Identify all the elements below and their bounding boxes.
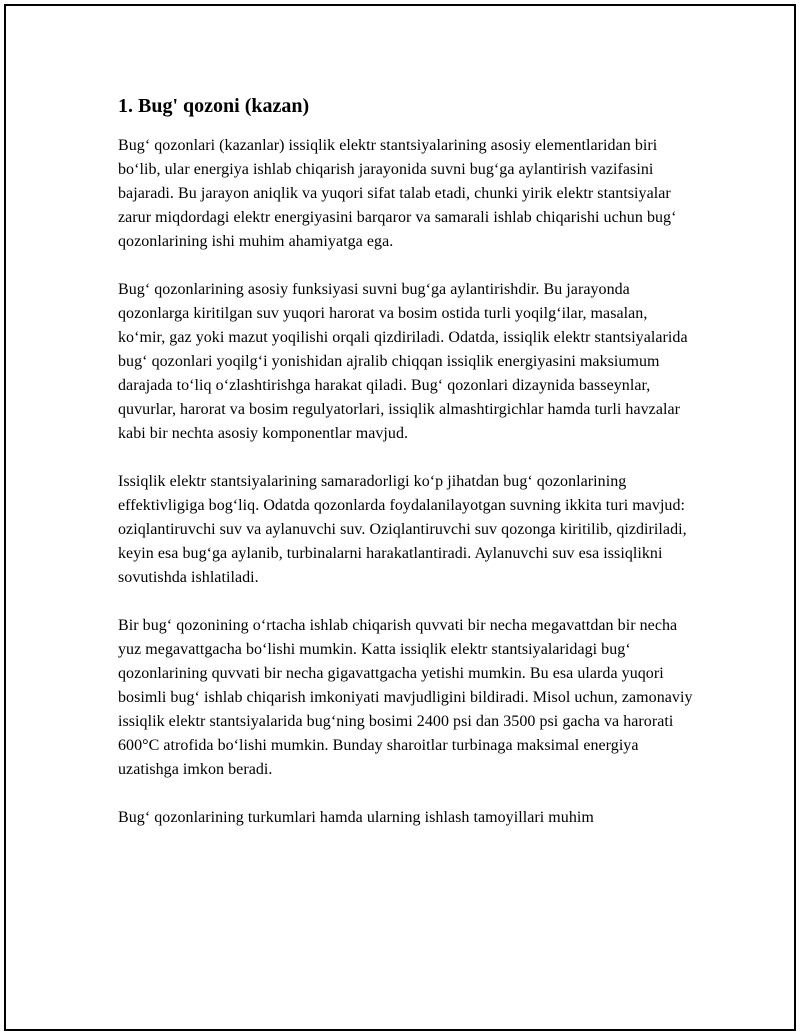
paragraph-1: Bug‘ qozonlari (kazanlar) issiqlik elektr stantsiyalarining asosiy elementlaridan biri bo‘lib, ular energiya ishlab chiqarish jarayonida suvni bug‘ga aylantirish vazifasini bajaradi. Bu jarayon aniqlik va yuqori sifat talab etadi, chunki yirik elektr stantsiyalar zarur miqdordagi elektr energiyasini barqaror va samarali ishlab chiqarishi uchun bug‘ qozonlarining ishi muhim ahamiyatga ega. [118,137,677,250]
section-heading: 1. Bug' qozoni (kazan) [118,95,310,117]
document-body [118,92,698,854]
paragraph-2: Bug‘ qozonlarining asosiy funksiyasi suvni bug‘ga aylantirishdir. Bu jarayonda qozonlarga kiritilgan suv yuqori harorat va bosim ostida turli yoqilg‘ilar, masalan, ko‘mir, gaz yoki mazut yoqilishi orqali qizdiriladi. Odatda, issiqlik elektr stantsiyalarida bug‘ qozonlari yoqilg‘i yonishidan ajralib chiqqan issiqlik energiyasini maksiumum darajada to‘liq o‘zlashtirishga harakat qiladi. Bug‘ qozonlari dizaynida basseynlar, quvurlar, harorat va bosim regulyatorlari, issiqlik almashtirgichlar hamda turli havzalar kabi bir nechta asosiy komponentlar mavjud. [118,281,688,442]
paragraph-5: Bug‘ qozonlarining turkumlari hamda ularning ishlash tamoyillari muhim [118,809,594,826]
paragraph-4: Bir bug‘ qozonining o‘rtacha ishlab chiqarish quvvati bir necha megavattdan bir necha yuz megavattgacha bo‘lishi mumkin. Katta issiqlik elektr stantsiyalaridagi bug‘ qozonlarining quvvati bir necha gigavattgacha yetishi mumkin. Bu esa ularda yuqori bosimli bug‘ ishlab chiqarish imkoniyati mavjudligini bildiradi. Misol uchun, zamonaviy issiqlik elektr stantsiyalarida bug‘ning bosimi 2400 psi dan 3500 psi gacha va harorati 600°C atrofida bo‘lishi mumkin. Bunday sharoitlar turbinaga maksimal energiya uzatishga imkon beradi. [118,617,693,778]
paragraph-3: Issiqlik elektr stantsiyalarining samaradorligi ko‘p jihatdan bug‘ qozonlarining effektivligiga bog‘liq. Odatda qozonlarda foydalanilayotgan suvning ikkita turi mavjud: oziqlantiruvchi suv va aylanuvchi suv. Oziqlantiruvchi suv qozonga kiritilib, qizdiriladi, keyin esa bug‘ga aylanib, turbinalarni harakatlantiradi. Aylanuvchi suv esa issiqlikni sovutishda ishlatiladi. [118,473,687,586]
